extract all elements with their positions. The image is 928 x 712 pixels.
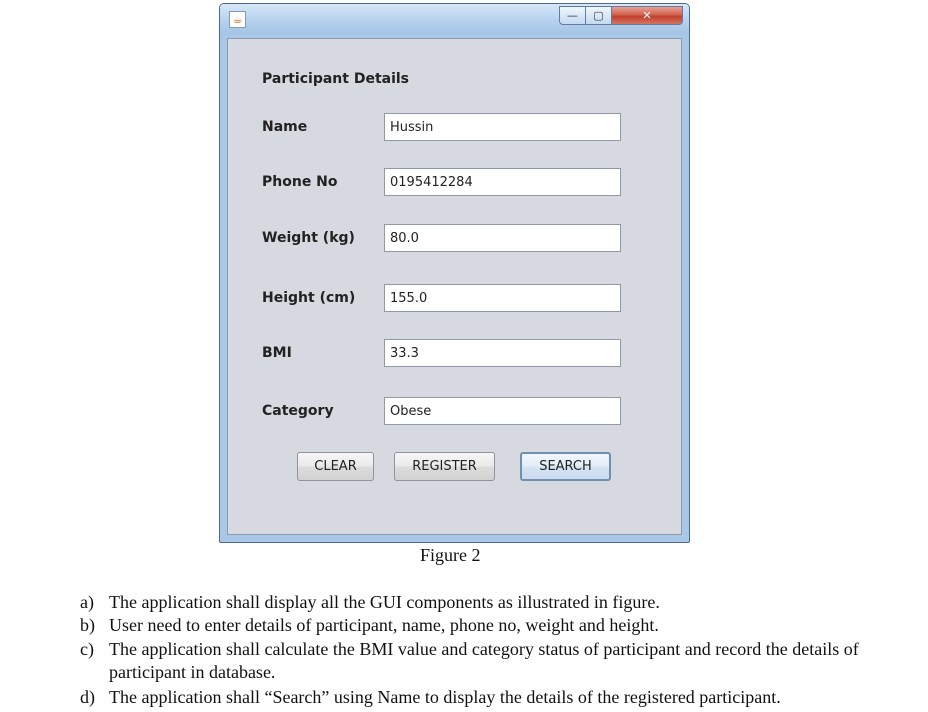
clear-button[interactable]: CLEAR bbox=[297, 452, 374, 481]
maximize-icon: ▢ bbox=[593, 9, 604, 22]
requirement-item bbox=[80, 638, 870, 684]
height-input[interactable] bbox=[384, 284, 621, 312]
minimize-icon: — bbox=[567, 9, 578, 22]
requirement-marker: b) bbox=[80, 615, 95, 635]
height-label: Height (cm) bbox=[262, 290, 356, 306]
requirement-item bbox=[80, 686, 870, 709]
requirement-marker: a) bbox=[80, 592, 94, 612]
weight-input[interactable] bbox=[384, 224, 621, 252]
requirement-text: User need to enter details of participant, name, phone no, weight and height. bbox=[109, 615, 659, 635]
title-bar[interactable] bbox=[220, 4, 689, 34]
search-button[interactable]: SEARCH bbox=[520, 452, 611, 481]
figure-caption: Figure 2 bbox=[420, 545, 481, 565]
category-input[interactable] bbox=[384, 397, 621, 425]
bmi-label: BMI bbox=[262, 345, 292, 361]
name-input[interactable] bbox=[384, 113, 621, 141]
weight-label: Weight (kg) bbox=[262, 230, 355, 246]
phone-no-label: Phone No bbox=[262, 174, 338, 190]
requirement-marker: c) bbox=[80, 639, 94, 659]
name-label: Name bbox=[262, 119, 308, 135]
java-cup-icon[interactable]: ☕ bbox=[229, 11, 246, 28]
maximize-button[interactable] bbox=[586, 6, 612, 25]
requirement-text: The application shall “Search” using Name to display the details of the registered participant. bbox=[109, 687, 781, 707]
requirement-text: The application shall calculate the BMI value and category status of participant and record the details of participant in database. bbox=[109, 639, 859, 682]
bmi-input[interactable] bbox=[384, 339, 621, 367]
requirement-item bbox=[80, 614, 870, 637]
requirement-item bbox=[80, 591, 870, 614]
category-label: Category bbox=[262, 403, 334, 419]
close-button[interactable] bbox=[612, 6, 683, 25]
phone-no-input[interactable] bbox=[384, 168, 621, 196]
requirement-text: The application shall display all the GUI components as illustrated in figure. bbox=[109, 592, 660, 612]
register-button[interactable]: REGISTER bbox=[394, 452, 495, 481]
form-title: Participant Details bbox=[262, 71, 410, 87]
window-title bbox=[254, 12, 554, 26]
minimize-button[interactable] bbox=[559, 6, 586, 25]
close-icon: ✕ bbox=[642, 9, 652, 22]
requirement-marker: d) bbox=[80, 687, 95, 707]
